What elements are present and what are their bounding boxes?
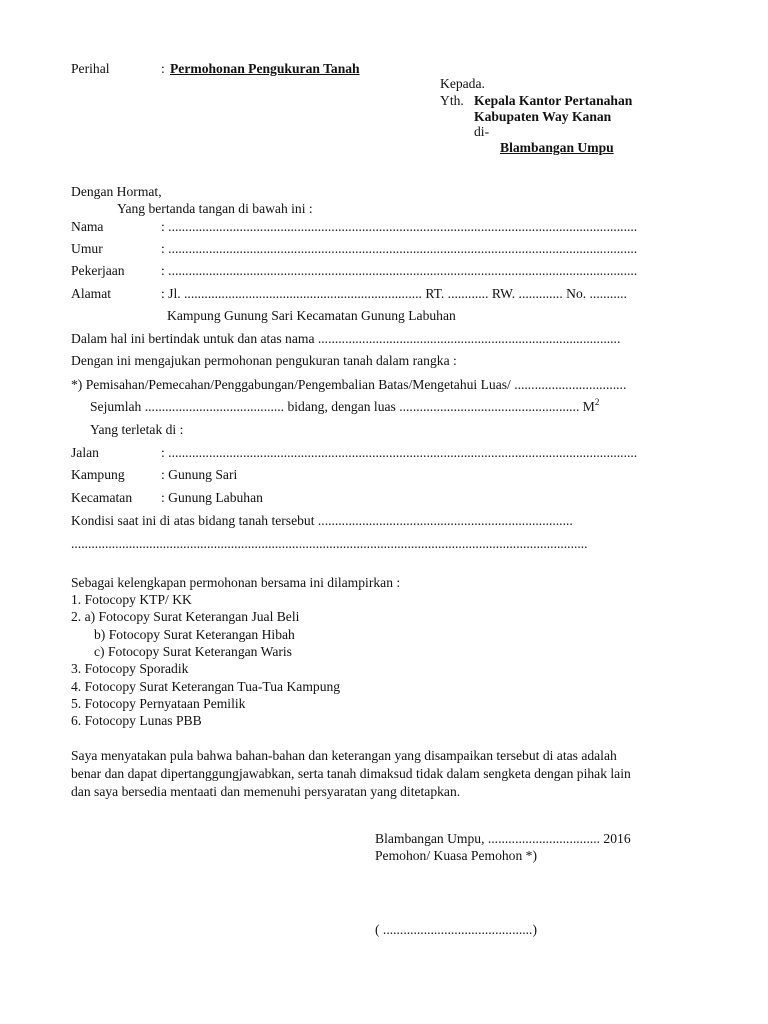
umur-label: Umur: [71, 241, 103, 256]
jalan-field[interactable]: : ..........................................................................................................................................: [161, 445, 638, 460]
kecamatan-value: : Gunung Labuhan: [161, 490, 263, 505]
superscript-two: 2: [594, 397, 600, 407]
kondisi-continuation[interactable]: ........................................................................................................................................................: [71, 536, 588, 551]
signature-name-blank[interactable]: ( ............................................): [375, 922, 537, 937]
statement-line: benar dan dapat dipertanggungjawabkan, serta tanah dimaksud tidak dalam sengketa dengan pihak lain: [71, 766, 631, 781]
attachment-item: 2. a) Fotocopy Surat Keterangan Jual Beli: [71, 609, 300, 624]
pekerjaan-field[interactable]: : ..........................................................................................................................................: [161, 263, 638, 278]
destination-place: Blambangan Umpu: [500, 140, 614, 155]
kondisi-line[interactable]: Kondisi saat ini di atas bidang tanah tersebut ...........................................................................: [71, 513, 573, 528]
perihal-value: Permohonan Pengukuran Tanah: [170, 61, 360, 76]
located-label: Yang terletak di :: [90, 422, 184, 437]
attachment-item: 3. Fotocopy Sporadik: [71, 661, 189, 676]
request-line: Dengan ini mengajukan permohonan pengukuran tanah dalam rangka :: [71, 353, 457, 368]
attachment-item: 5. Fotocopy Pernyataan Pemilik: [71, 696, 246, 711]
yth-label: Yth.: [440, 93, 464, 108]
attachments-intro: Sebagai kelengkapan permohonan bersama ini dilampirkan :: [71, 575, 401, 590]
kecamatan-label: Kecamatan: [71, 490, 133, 505]
pekerjaan-label: Pekerjaan: [71, 263, 125, 278]
perihal-separator: :: [161, 61, 165, 76]
addressee-line2: Kabupaten Way Kanan: [474, 109, 612, 124]
statement-line: dan saya bersedia mentaati dan memenuhi persyaratan yang ditetapkan.: [71, 784, 461, 799]
kepada-label: Kepada.: [440, 76, 485, 91]
greeting: Dengan Hormat,: [71, 184, 162, 199]
alamat-label: Alamat: [71, 286, 112, 301]
attachment-item: 6. Fotocopy Lunas PBB: [71, 713, 202, 728]
sejumlah-text: Sejumlah ......................................... bidang, dengan luas ..................................................... M: [90, 399, 595, 414]
place-date-line[interactable]: Blambangan Umpu, ................................. 2016: [375, 831, 631, 846]
acting-on-behalf-line[interactable]: Dalam hal ini bertindak untuk dan atas nama .........................................................................................: [71, 331, 621, 346]
attachment-item: 1. Fotocopy KTP/ KK: [71, 592, 192, 607]
nama-label: Nama: [71, 219, 104, 234]
applicant-role: Pemohon/ Kuasa Pemohon *): [375, 848, 537, 863]
addressee-line1: Kepala Kantor Pertanahan: [474, 93, 633, 108]
kampung-label: Kampung: [71, 467, 125, 482]
sejumlah-line[interactable]: [90, 399, 599, 415]
jalan-label: Jalan: [71, 445, 99, 460]
attachment-item: 4. Fotocopy Surat Keterangan Tua-Tua Kampung: [71, 679, 341, 694]
statement-line: Saya menyatakan pula bahwa bahan-bahan dan keterangan yang disampaikan tersebut di atas adalah: [71, 748, 617, 763]
purpose-line[interactable]: *) Pemisahan/Pemecahan/Penggabungan/Pengembalian Batas/Mengetahui Luas/ .................................: [71, 377, 627, 392]
attachment-item: b) Fotocopy Surat Keterangan Hibah: [94, 627, 295, 642]
nama-field[interactable]: : ..........................................................................................................................................: [161, 219, 638, 234]
alamat-field[interactable]: : Jl. ...................................................................... RT. ............ RW. ............. No. ...........: [161, 286, 627, 301]
alamat-line2: Kampung Gunung Sari Kecamatan Gunung Labuhan: [167, 308, 456, 323]
di-label: di-: [474, 124, 490, 139]
umur-field[interactable]: : ..........................................................................................................................................: [161, 241, 638, 256]
perihal-label: Perihal: [71, 61, 110, 76]
attachment-item: c) Fotocopy Surat Keterangan Waris: [94, 644, 292, 659]
intro-line: Yang bertanda tangan di bawah ini :: [117, 201, 313, 216]
kampung-value: : Gunung Sari: [161, 467, 238, 482]
